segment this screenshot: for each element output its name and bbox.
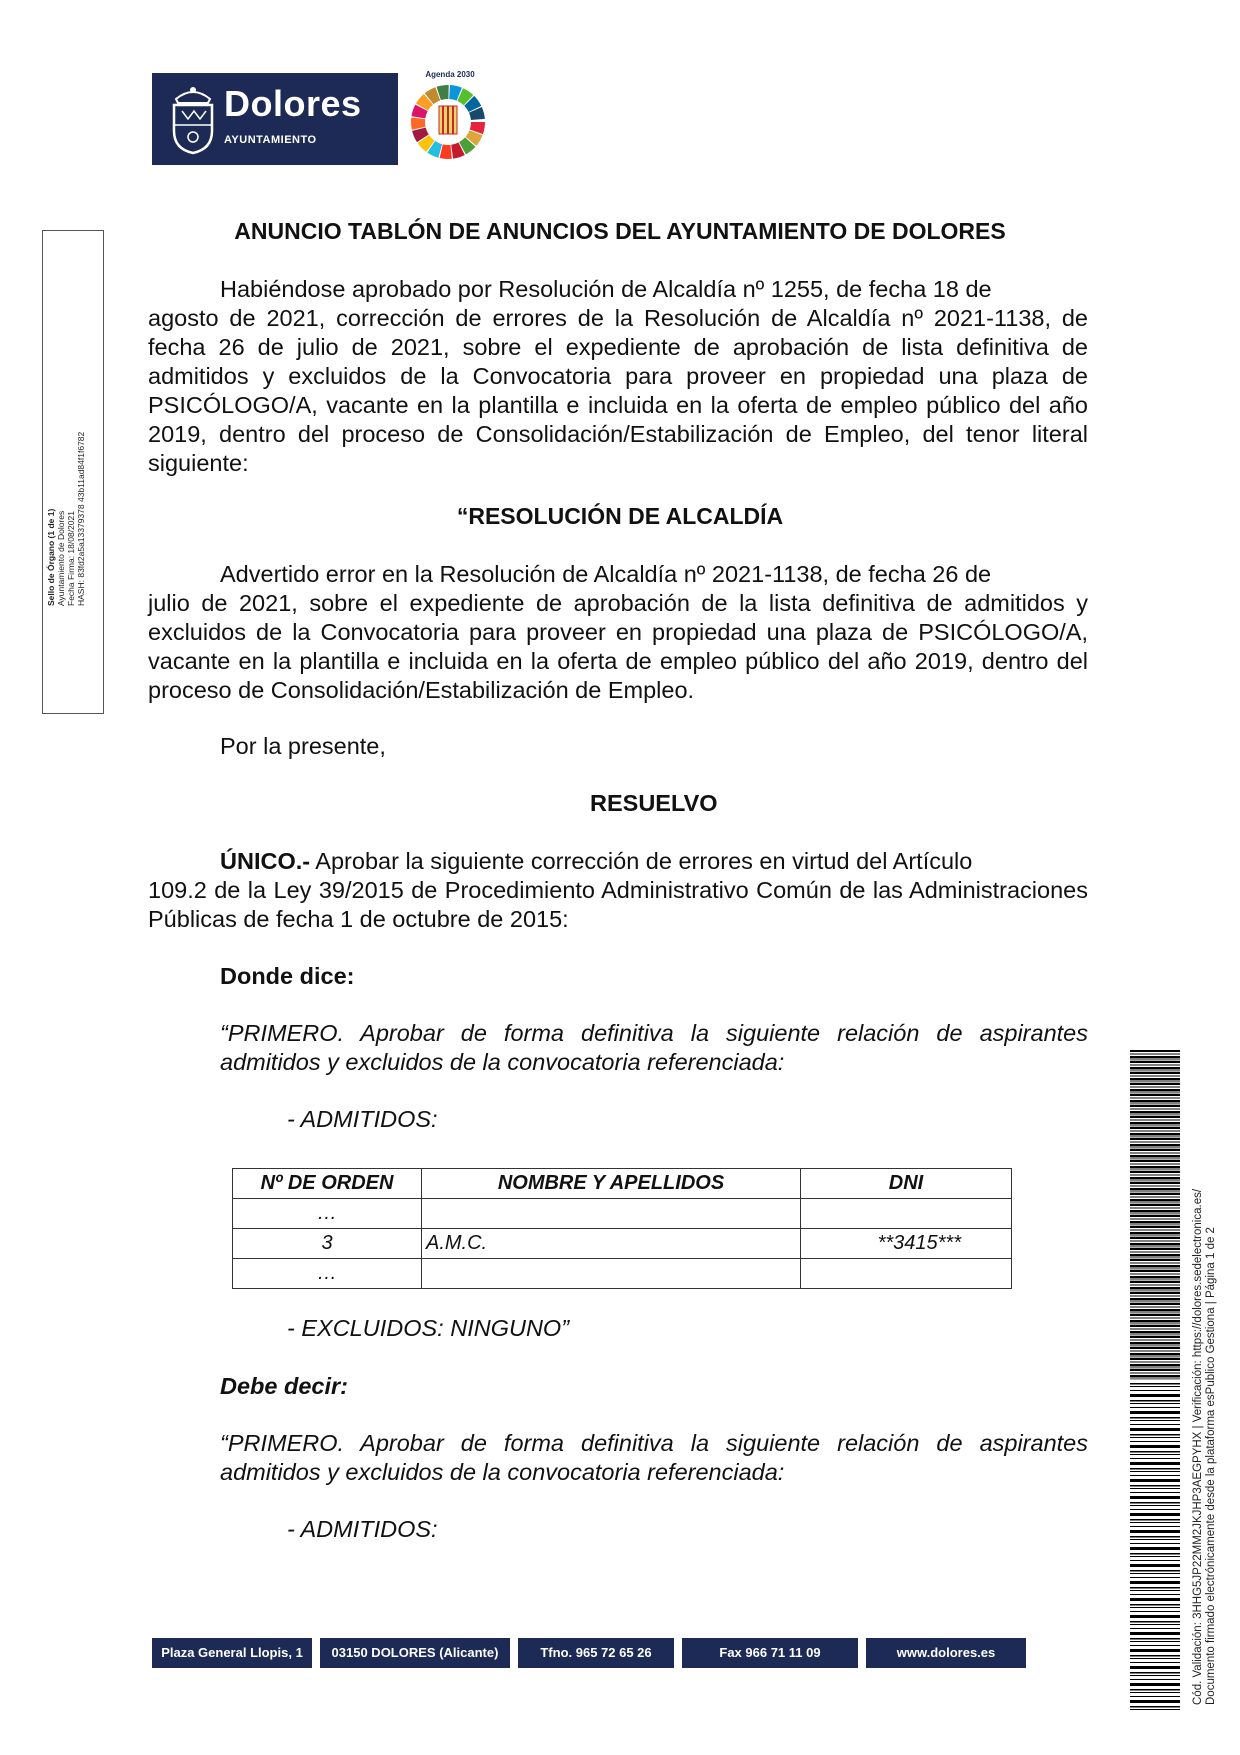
seal-line-1: Sello de Órgano (1 de 1): [46, 508, 56, 606]
agenda-2030-icon: [400, 70, 496, 166]
cell-orden: …: [233, 1199, 422, 1229]
advertido-paragraph: [148, 560, 1088, 705]
validation-text: [1192, 1189, 1218, 1705]
intro-first-line: Habiéndose aprobado por Resolución de Alcaldía nº 1255, de fecha 18 de: [220, 276, 992, 302]
table-header-row: [233, 1169, 1012, 1199]
unico-label: ÚNICO.-: [220, 848, 311, 874]
footer-phone: Tfno. 965 72 65 26: [518, 1638, 674, 1668]
column-header-nombre: NOMBRE Y APELLIDOS: [422, 1169, 801, 1199]
coat-of-arms-icon: [162, 81, 224, 157]
cell-nombre: [422, 1259, 801, 1289]
primero-paragraph-1: “PRIMERO. Aprobar de forma definitiva la siguiente relación de aspirantes admitidos y excluidos de la convocatoria referenciada:: [220, 1020, 1088, 1075]
intro-rest: agosto de 2021, corrección de errores de la Resolución de Alcaldía nº 2021-1138, de fecha 26 de julio de 2021, sobre el expediente de aprobación de lista definitiva de admitidos y excluidos de la Convocatoria para proveer en propiedad una plaza de PSICÓLOGO/A, vacante en la plantilla e incluida en la oferta de empleo público del año 2019, dentro del proceso de Consolidación/Estabilización de Empleo, del tenor literal siguiente:: [148, 305, 1088, 476]
admitidos-label-2: - ADMITIDOS:: [287, 1516, 438, 1542]
validation-line-2: Documento firmado electrónicamente desde la plataforma esPublico Gestiona | Página 1 de 2: [1205, 1227, 1217, 1705]
table-row: [233, 1259, 1012, 1289]
unico-first-text: Aprobar la siguiente corrección de errores en virtud del Artículo: [310, 848, 973, 874]
seal-line-4: HASH: 83fd2a5a13379378 43b11ad84f1f6782: [76, 431, 86, 606]
logo-name: Dolores: [224, 83, 362, 124]
column-header-orden: Nº DE ORDEN: [233, 1169, 422, 1199]
column-header-dni: DNI: [801, 1169, 1012, 1199]
resuelvo-heading: RESUELVO: [590, 790, 718, 816]
donde-dice-label: Donde dice:: [220, 963, 355, 989]
unico-rest: 109.2 de la Ley 39/2015 de Procedimiento Administrativo Común de las Administraciones Públicas de fecha 1 de octubre de 2015:: [148, 877, 1088, 932]
cell-dni: [801, 1199, 1012, 1229]
cell-nombre: [422, 1199, 801, 1229]
cell-orden: 3: [233, 1229, 422, 1259]
advertido-first-line: Advertido error en la Resolución de Alcaldía nº 2021-1138, de fecha 26 de: [220, 561, 992, 587]
admitidos-label-1: - ADMITIDOS:: [287, 1106, 438, 1132]
primero-paragraph-2: “PRIMERO. Aprobar de forma definitiva la siguiente relación de aspirantes admitidos y excluidos de la convocatoria referenciada:: [220, 1430, 1088, 1485]
admitidos-table: [232, 1168, 1012, 1289]
dolores-logo: [152, 73, 398, 165]
seal-line-2: Ayuntamiento de Dolores: [56, 510, 66, 606]
footer-city: 03150 DOLORES (Alicante): [320, 1638, 510, 1668]
resolucion-title: “RESOLUCIÓN DE ALCALDÍA: [456, 503, 784, 529]
cell-orden: …: [233, 1259, 422, 1289]
unico-first-line: [148, 847, 1088, 876]
logo-subtitle: AYUNTAMIENTO: [224, 134, 317, 146]
advertido-rest: julio de 2021, sobre el expediente de aprobación de la lista definitiva de admitidos y excluidos de la Convocatoria para proveer en propiedad una plaza de PSICÓLOGO/A, vacante en la plantilla e incluida en la oferta de empleo público del año 2019, dentro del proceso de Consolidación/Estabilización de Empleo.: [148, 590, 1088, 703]
footer-web-link[interactable]: www.dolores.es: [866, 1638, 1026, 1668]
seal-line-3: Fecha Firma: 18/08/2021: [66, 511, 76, 606]
cell-nombre: A.M.C.: [422, 1229, 801, 1259]
cell-dni: **3415***: [801, 1229, 1012, 1259]
footer-fax: Fax 966 71 11 09: [682, 1638, 858, 1668]
agenda-label: Agenda 2030: [425, 70, 475, 79]
barcode-icon: [1130, 1050, 1180, 1712]
document-title: ANUNCIO TABLÓN DE ANUNCIOS DEL AYUNTAMIENTO DE DOLORES: [234, 218, 1006, 244]
unico-paragraph: [148, 847, 1088, 934]
intro-paragraph: [148, 275, 1088, 478]
cell-dni: [801, 1259, 1012, 1289]
por-la-presente: Por la presente,: [220, 733, 386, 759]
table-row: [233, 1229, 1012, 1259]
validation-line-1: Cód. Validación: 3HHG5JP22MM2JKJHP3AEGPYHX | Verificación: https://dolores.sedelectronica.es/: [1192, 1188, 1204, 1705]
footer-address: Plaza General Llopis, 1: [152, 1638, 312, 1668]
debe-decir-label: Debe decir:: [220, 1373, 348, 1399]
table-row: [233, 1199, 1012, 1229]
excluidos-label: - EXCLUIDOS: NINGUNO”: [287, 1315, 570, 1341]
